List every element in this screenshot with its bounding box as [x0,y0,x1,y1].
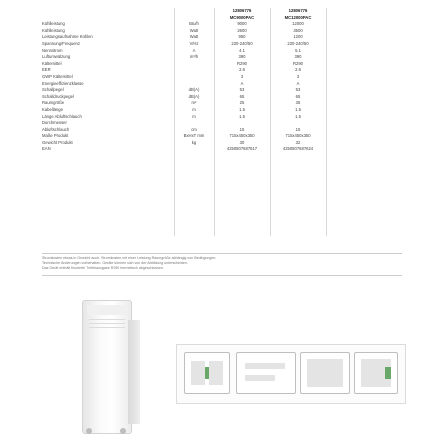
spec-value-model-1: 950 [238,34,246,40]
spec-label: Kabellänge [42,106,63,112]
spec-value-model-1: 390 [238,54,246,60]
spec-value-model-2: 390 [294,54,302,60]
spec-label: Durchmesser [42,120,67,126]
caster-wheel [86,428,92,434]
spec-value-model-1: 65 [239,93,245,99]
spec-value-model-1: 4250807687617 [226,146,258,152]
table-divider [214,8,215,236]
spec-label: Kühlleistung [42,21,65,27]
spec-value-model-1: 1.5 [239,113,245,119]
spec-value-model-1: R290 [236,60,247,66]
spec-unit: Btu/h [189,21,199,27]
spec-header-unit [174,8,214,15]
spec-value-model-2: 5.1 [295,47,301,53]
spec-value-model-1: 1.5 [239,106,245,112]
spec-unit [174,146,214,153]
spec-label: EAN [42,146,51,152]
spec-value-model-2: 32 [295,139,301,145]
spec-row [42,34,402,41]
spec-row [42,114,402,121]
spec-value-model-2: 12000 [292,21,304,27]
spec-value-model-2: 3 [296,73,300,79]
spec-row [42,146,402,153]
spec-label: Raumgröße [42,100,65,106]
spec-value-model-2: 15 [295,126,301,132]
spec-row [42,120,402,127]
control-panel [87,305,127,315]
table-divider [174,8,175,236]
spec-row [42,81,402,88]
spec-value-model-2: 1.5 [295,113,301,119]
footnote-line: Stromkosten etwas in Gewicht auch. Stromkosten mit einer Leistung Raumgröße abhängig von Bedingungen. [42,256,217,260]
spec-row [42,87,402,94]
spec-value-model-1: 2.6 [239,67,245,73]
spec-value-model-2: R290 [292,60,303,66]
window-adapter-image [184,352,230,394]
spec-label: Luftumwälzung [42,54,71,60]
spec-value-model-1: 15 [239,126,245,132]
spec-label: Kühlleistung [42,27,65,33]
spec-header-model-1-name: MC9000PAC [229,14,255,20]
spec-value-model-1: 30 [239,139,245,145]
spec-label: Gewicht Produkt [42,139,73,145]
spec-row [42,74,402,81]
spec-header-label [42,8,174,15]
caster-wheel [120,428,126,434]
spec-label: Länge Abluftschlauch [42,113,82,119]
spec-unit [174,74,214,81]
spec-value-model-1: 25 [239,100,245,106]
spec-unit: m³/h [189,54,199,60]
spec-value-model-1: 220-240/50 [231,40,253,46]
spec-unit: V/Hz [189,40,199,46]
spec-header-model-1: 12806776 [232,8,252,13]
footnote [42,256,402,271]
spec-header-row-2 [42,15,402,22]
spec-row [42,67,402,74]
spec-value-model-2: 4250807687624 [282,146,314,152]
spec-value-model-2: 1200 [293,34,303,40]
air-vent [89,323,125,324]
spec-value-model-1: 715x450x350 [229,133,255,139]
spec-value-model-2: 53 [295,87,301,93]
spec-label: Spannung/Frequenz [42,40,80,46]
table-divider [270,8,271,236]
spec-value-model-1: 4.1 [239,47,245,53]
spec-unit [174,81,214,88]
spec-label: Abluftschlauch [42,126,70,132]
spec-row [42,61,402,68]
spec-row [42,133,402,140]
remote-control-image [300,352,350,394]
spec-row [42,94,402,101]
spec-label: Schalldruckpegel [42,93,74,99]
spec-label: Leistungsaufnahme Kühlen [42,34,93,40]
spec-row [42,100,402,107]
spec-value-model-2: 2.6 [295,67,301,73]
spec-label: EER [42,67,51,73]
spec-row [42,41,402,48]
spec-value-model-1 [214,120,270,127]
spec-row [42,140,402,147]
spec-rows [42,21,402,153]
footnote-divider [42,275,402,276]
spec-row [42,107,402,114]
spec-unit: Watt [189,34,199,40]
spec-unit: Watt [189,27,199,33]
spec-row [42,48,402,55]
spec-unit [174,67,214,74]
spec-unit: m [192,106,196,112]
spec-value-model-1: 53 [239,87,245,93]
spec-unit [174,120,214,127]
window-seal-kit-image [236,352,296,394]
spec-header-model-2: 12806776 [288,8,308,13]
spec-value-model-1: A [240,80,244,86]
spec-row [42,21,402,28]
spec-value-model-2: 3500 [293,27,303,33]
spec-value-model-2: A [296,80,300,86]
spec-label: Maße Produkt [42,133,69,139]
footnote-divider [42,253,402,254]
spec-label: Schallpegel [42,87,64,93]
spec-unit: m [192,113,196,119]
spec-label: Energieeffizienzklasse [42,80,84,86]
spec-unit: cm [191,126,197,132]
air-vent [89,327,125,328]
spec-unit: A [192,47,196,53]
spec-table [42,8,402,153]
spec-value-model-1: 3 [240,73,244,79]
air-conditioner-unit-image [82,300,132,434]
spec-value-model-2: 65 [295,93,301,99]
spec-unit: m² [191,100,197,106]
air-vent [89,319,125,320]
spec-unit: dB(A) [188,87,200,93]
spec-value-model-1: 9000 [237,21,247,27]
spec-unit: BxHxT mm [183,133,205,139]
spec-row [42,127,402,134]
spec-unit [174,61,214,68]
spec-row [42,28,402,35]
footnote-line: Technische Änderungen vorbehalten. Geräte können sich von der Abbildung unterscheiden. [42,261,188,265]
spec-header-row-1 [42,8,402,15]
spec-value-model-2: 1.5 [295,106,301,112]
spec-unit: dB(A) [188,93,200,99]
spec-value-model-2: 35 [295,100,301,106]
spec-value-model-2 [270,120,326,127]
spec-label: Kältemittel [42,60,62,66]
spec-value-model-2: 715x450x350 [285,133,311,139]
spec-row [42,54,402,61]
spec-value-model-2: 220-240/50 [287,40,309,46]
spec-value-model-1: 2600 [237,27,247,33]
table-divider [326,8,327,236]
exhaust-hose-image [354,352,398,394]
spec-header-model-2-name: MC12000PAC [284,14,312,20]
unit-side-panel [128,320,140,424]
spec-label: GWP Kältemittel [42,73,73,79]
spec-label: Nennstrom [42,47,63,53]
spec-unit: kg [191,139,197,145]
footnote-line: Das Gerät enthält fluorierte Treibhausgase R290 hermetisch abgeschlossen. [42,266,164,270]
